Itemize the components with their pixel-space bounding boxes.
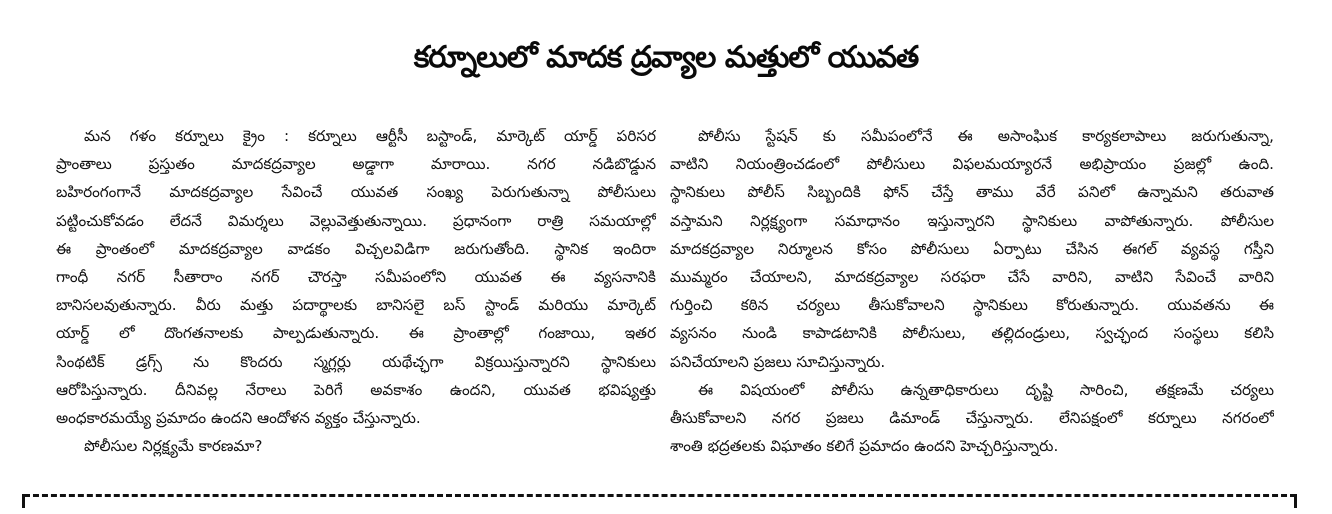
headline: కర్నూలులో మాదక ద్రవ్యాల మత్తులో యువత	[413, 40, 919, 75]
separator-cap-left	[22, 494, 25, 508]
paragraph-line: బహిరంగంగానే మాదకద్రవ్యాల సేవించే యువత సంఖ్య పెరుగుతున్నా పోలీసులు	[56, 183, 656, 202]
paragraph-line: ఈ విషయంలో పోలీసు ఉన్నతాధికారులు దృష్టి సారించి, తక్షణమే చర్యలు	[698, 380, 1274, 399]
paragraph-line: వస్తామని నిర్లక్ష్యంగా సమాధానం ఇస్తున్నారని స్థానికులు వాపోతున్నారు. పోలీసుల	[670, 211, 1274, 230]
paragraph-line: ఆరోపిస్తున్నారు. దీనివల్ల నేరాలు పెరిగే అవకాశం ఉందని, యువత భవిష్యత్తు	[56, 380, 656, 399]
article-column-right	[670, 122, 1274, 460]
paragraph-line: పోలీసు స్టేషన్ కు సమీపంలోనే ఈ అసాంఘిక కార్యకలాపాలు జరుగుతున్నా,	[698, 127, 1274, 145]
paragraph-line: పనిచేయాలని ప్రజలు సూచిస్తున్నారు.	[670, 352, 886, 371]
paragraph-line: మన గళం కర్నూలు క్రైం : కర్నూలు ఆర్టీసీ బస్టాండ్, మార్కెట్ యార్డ్ పరిసర	[84, 127, 656, 145]
paragraph-line: బానిసలవుతున్నారు. వీరు మత్తు పదార్థాలకు బానిసలై బస్ స్టాండ్ మరియు మార్కెట్	[56, 296, 656, 315]
paragraph-line: ఈ ప్రాంతంలో మాదకద్రవ్యాల వాడకం విచ్చలవిడిగా జరుగుతోంది. స్థానిక ఇందిరా	[56, 239, 656, 258]
paragraph-line: ప్రాంతాలు ప్రస్తుతం మాదకద్రవ్యాల అడ్డాగా మారాయి. నగర నడిబొడ్డున	[56, 155, 656, 174]
article-column-left	[56, 122, 656, 460]
paragraph-line: గాంధీ నగర్ సీతారాం నగర్ చౌరస్తా సమీపంలోని యువత ఈ వ్యసనానికి	[56, 267, 656, 286]
separator-cap-right	[1294, 494, 1297, 508]
dashed-separator	[24, 494, 1296, 497]
paragraph-line: సింథటిక్ డ్రగ్స్ ను కొందరు స్మగ్లర్లు యథేచ్ఛగా విక్రయిస్తున్నారని స్థానికులు	[56, 352, 656, 371]
paragraph-line: అంధకారమయ్యే ప్రమాదం ఉందని ఆందోళన వ్యక్తం చేస్తున్నారు.	[56, 408, 421, 427]
paragraph-line: ముమ్మరం చేయాలని, మాదకద్రవ్యాల సరఫరా చేసే వారిని, వాటిని సేవించే వారిని	[670, 267, 1274, 286]
subheading: పోలీసుల నిర్లక్ష్యమే కారణమా?	[84, 437, 263, 456]
paragraph-line: మాదకద్రవ్యాల నిర్మూలన కోసం పోలీసులు ఏర్పాటు చేసిన ఈగల్ వ్యవస్థ గస్తీని	[670, 239, 1274, 258]
paragraph-line: శాంతి భద్రతలకు విఘాతం కలిగే ప్రమాదం ఉందని హెచ్చరిస్తున్నారు.	[670, 437, 1059, 456]
paragraph-line: గుర్తించి కఠిన చర్యలు తీసుకోవాలని స్థానికులు కోరుతున్నారు. యువతను ఈ	[670, 296, 1274, 315]
paragraph-line: వ్యసనం నుండి కాపాడటానికి పోలీసులు, తల్లిదండ్రులు, స్వచ్ఛంద సంస్థలు కలిసి	[670, 324, 1274, 343]
paragraph-line: తీసుకోవాలని నగర ప్రజలు డిమాండ్ చేస్తున్నారు. లేనిపక్షంలో కర్నూలు నగరంలో	[670, 408, 1274, 427]
paragraph-line: వాటిని నియంత్రించడంలో పోలీసులు విఫలమయ్యారనే అభిప్రాయం ప్రజల్లో ఉంది.	[670, 155, 1274, 174]
paragraph-line: యార్డ్ లో దొంగతనాలకు పాల్పడుతున్నారు. ఈ ప్రాంతాల్లో గంజాయి, ఇతర	[56, 324, 656, 343]
paragraph-line: స్థానికులు పోలీస్ సిబ్బందికి ఫోన్ చేస్తే తాము వేరే పనిలో ఉన్నామని తరువాత	[670, 183, 1274, 202]
paragraph-line: పట్టించుకోవడం లేదనే విమర్శలు వెల్లువెత్తుతున్నాయి. ప్రధానంగా రాత్రి సమయాల్లో	[56, 211, 656, 230]
